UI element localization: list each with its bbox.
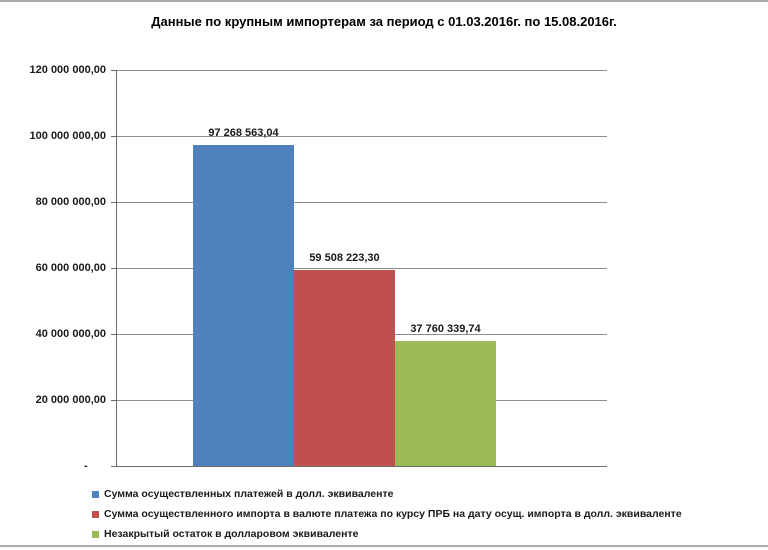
y-axis-tick-label: 60 000 000,00 [35,262,106,274]
legend-item-import-sum [92,508,682,520]
y-axis-line [116,70,117,467]
y-axis-tick-label: 100 000 000,00 [29,130,106,142]
gridline [116,268,607,269]
top-border-line [0,0,768,2]
bar-1 [193,145,294,466]
bar-value-label: 37 760 339,74 [410,323,481,335]
legend-marker-green-icon [92,531,99,538]
gridline [116,202,607,203]
y-axis-tick-label: 120 000 000,00 [29,64,106,76]
legend-label: Сумма осуществленных платежей в долл. эквиваленте [104,488,394,500]
x-axis-line [116,466,607,467]
bar-2 [294,270,395,466]
legend-marker-blue-icon [92,491,99,498]
legend-item-payments [92,488,393,500]
gridline [116,136,607,137]
gridline [116,70,607,71]
bar-3 [395,341,496,466]
legend-label: Незакрытый остаток в долларовом эквиваленте [104,528,359,540]
bar-value-label: 97 268 563,04 [208,127,279,139]
y-axis-tick-label: - [84,460,106,472]
y-axis-tick-label: 40 000 000,00 [35,328,106,340]
chart-title: Данные по крупным импортерам за период с 01.03.2016г. по 15.08.2016г. [151,14,617,29]
legend-marker-red-icon [92,511,99,518]
bottom-border-line [0,545,768,547]
bar-value-label: 59 508 223,30 [309,252,380,264]
legend-label: Сумма осуществленного импорта в валюте платежа по курсу ПРБ на дату осущ. импорта в долл. эквиваленте [104,508,682,520]
legend-item-open-balance [92,528,358,540]
y-axis-tick-label: 20 000 000,00 [35,394,106,406]
y-axis-tick-label: 80 000 000,00 [35,196,106,208]
